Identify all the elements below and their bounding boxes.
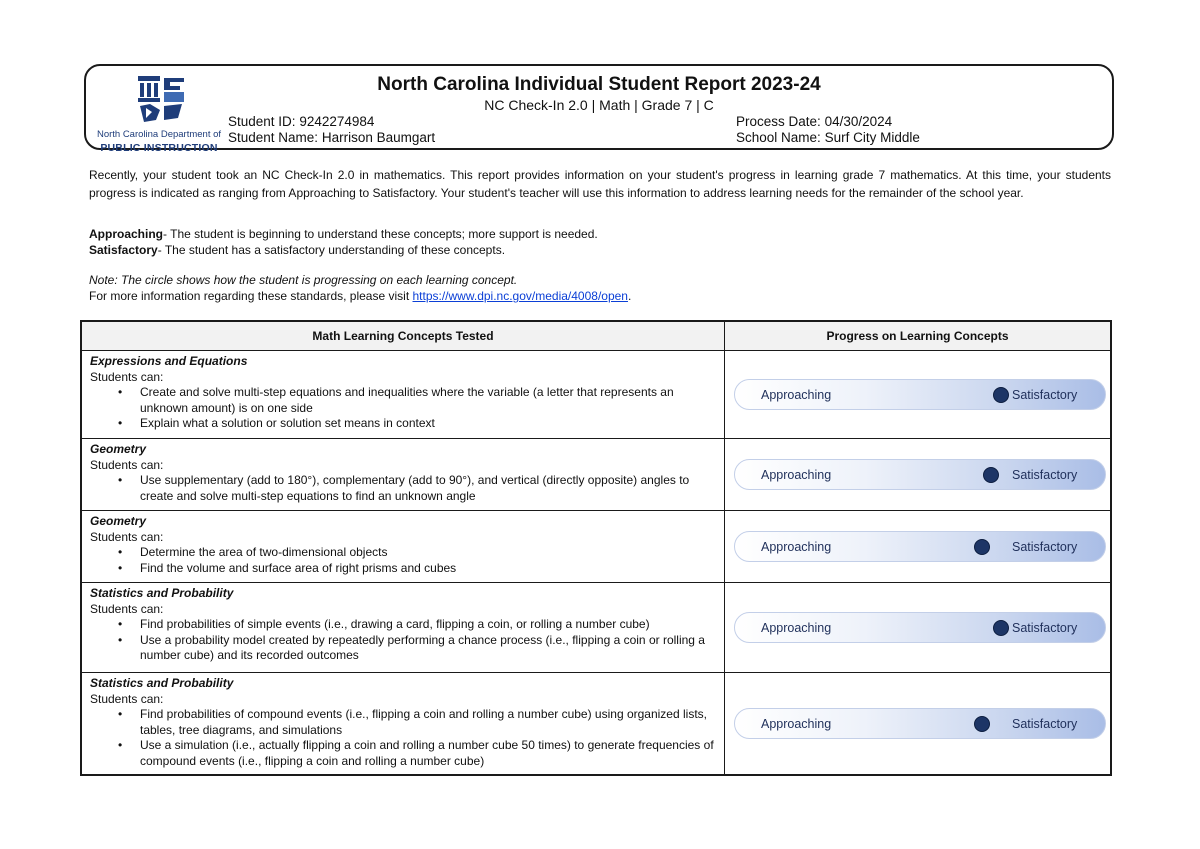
progress-cell <box>725 439 1112 511</box>
satisfactory-term: Satisfactory <box>89 243 158 257</box>
students-can-label: Students can: <box>90 457 164 472</box>
school-name-value: Surf City Middle <box>824 130 920 145</box>
table-row <box>81 583 1111 673</box>
concept-bullet: • Explain what a solution or solution set means in context <box>90 416 716 432</box>
table-row <box>81 351 1111 439</box>
concept-title: Statistics and Probability <box>90 586 234 600</box>
scale-label-satisfactory: Satisfactory <box>1012 540 1078 554</box>
table-row <box>81 673 1111 775</box>
scale-label-approaching: Approaching <box>761 540 832 554</box>
process-date-label: Process Date: <box>736 114 821 129</box>
progress-cell <box>725 583 1112 673</box>
circle-note: Note: The circle shows how the student is progressing on each learning concept. <box>89 273 518 287</box>
col-header-concepts: Math Learning Concepts Tested <box>81 321 725 351</box>
concept-bullet-list <box>90 385 716 432</box>
progress-indicator-dot <box>974 539 990 555</box>
process-date-line <box>736 114 892 129</box>
concept-title: Geometry <box>90 442 147 456</box>
intro-paragraph: Recently, your student took an NC Check-In 2.0 in mathematics. This report provides information on your student's progress in learning grade 7 mathematics. At this time, your students progress is indicated as ranging from Approaching to Satisfactory. Your student's teacher will use this information to address learning needs for the remainder of the school year. <box>89 168 1111 200</box>
students-can-label: Students can: <box>90 691 164 706</box>
student-name-value: Harrison Baumgart <box>321 130 436 145</box>
students-can-label: Students can: <box>90 369 164 384</box>
student-id-line <box>228 114 374 129</box>
concept-bullet: • Determine the area of two-dimensional objects <box>90 545 716 561</box>
more-info-line <box>89 288 631 304</box>
report-header <box>84 64 1114 154</box>
report-title: North Carolina Individual Student Report 2023-24 <box>377 74 821 95</box>
progress-scale-bar <box>734 708 1106 739</box>
progress-cell <box>725 511 1112 583</box>
table-body <box>81 351 1111 775</box>
learning-concepts-table <box>80 320 1112 776</box>
students-can-label: Students can: <box>90 601 164 616</box>
concept-title: Geometry <box>90 514 147 528</box>
table-row <box>81 511 1111 583</box>
concept-bullet-list <box>90 473 716 504</box>
process-date-value: 04/30/2024 <box>824 114 893 129</box>
col-header-progress: Progress on Learning Concepts <box>725 321 1112 351</box>
progress-indicator-dot <box>974 716 990 732</box>
student-id-value: 9242274984 <box>299 114 375 129</box>
concept-bullet: • Find probabilities of compound events (i.e., flipping a coin and rolling a number cube) using organized lists, tables, tree diagrams, and simulations <box>90 707 716 738</box>
concept-title: Expressions and Equations <box>90 354 248 368</box>
approaching-term: Approaching <box>89 227 163 241</box>
concept-cell <box>81 351 725 439</box>
scale-label-satisfactory: Satisfactory <box>1012 388 1078 402</box>
logo-public-instruction-text: PUBLIC INSTRUCTION <box>100 142 218 154</box>
concept-bullet-list <box>90 707 716 769</box>
approaching-text: - The student is beginning to understand these concepts; more support is needed. <box>163 227 598 241</box>
progress-scale-bar <box>734 531 1106 562</box>
concept-cell <box>81 673 725 775</box>
logo-org-text: North Carolina Department of <box>96 129 222 140</box>
student-id-label: Student ID: <box>228 114 296 129</box>
scale-label-approaching: Approaching <box>761 468 832 482</box>
concept-bullet: • Find probabilities of simple events (i.e., drawing a card, flipping a coin, or rolling a number cube) <box>90 617 716 633</box>
scale-label-satisfactory: Satisfactory <box>1012 468 1078 482</box>
report-subtitle: NC Check-In 2.0 | Math | Grade 7 | C <box>484 97 714 113</box>
progress-scale-bar <box>734 612 1106 643</box>
satisfactory-text: - The student has a satisfactory understanding of these concepts. <box>157 243 506 257</box>
concept-bullet: • Use a simulation (i.e., actually flipping a coin and rolling a number cube 50 times) to generate frequencies of compound events (i.e., flipping a coin and rolling a number cube) <box>90 738 716 769</box>
concept-cell <box>81 583 725 673</box>
scale-label-approaching: Approaching <box>761 621 832 635</box>
concept-title: Statistics and Probability <box>90 676 234 690</box>
satisfactory-definition <box>89 242 505 258</box>
concept-bullet-list <box>90 545 716 576</box>
table-header-row <box>81 321 1111 351</box>
concept-bullet-list <box>90 617 716 664</box>
standards-link[interactable]: https://www.dpi.nc.gov/media/4008/open <box>412 289 628 303</box>
progress-scale-bar <box>734 379 1106 410</box>
school-name-label: School Name: <box>736 130 821 145</box>
table-row <box>81 439 1111 511</box>
progress-indicator-dot <box>983 467 999 483</box>
more-info-end: . <box>627 289 632 303</box>
concept-cell <box>81 439 725 511</box>
progress-indicator-dot <box>993 387 1009 403</box>
scale-label-approaching: Approaching <box>761 388 832 402</box>
concept-bullet: • Use supplementary (add to 180°), complementary (add to 90°), and vertical (directly opposite) angles to create and solve multi-step equations to find an unknown angle <box>90 473 716 504</box>
scale-label-satisfactory: Satisfactory <box>1012 716 1078 731</box>
progress-cell <box>725 351 1112 439</box>
concept-bullet: • Use a probability model created by repeatedly performing a chance process (i.e., flipping a coin or rolling a number cube) and its recorded outcomes <box>90 633 716 664</box>
concept-bullet: • Find the volume and surface area of right prisms and cubes <box>90 561 716 577</box>
school-name-line <box>736 130 920 145</box>
scale-label-approaching: Approaching <box>761 716 832 731</box>
scale-label-satisfactory: Satisfactory <box>1012 621 1078 635</box>
students-can-label: Students can: <box>90 529 164 544</box>
student-name-label: Student Name: <box>228 130 319 145</box>
more-info-text: For more information regarding these standards, please visit <box>89 289 413 303</box>
student-name-line <box>228 130 435 145</box>
progress-indicator-dot <box>993 620 1009 636</box>
approaching-definition <box>89 226 598 242</box>
progress-cell <box>725 673 1112 775</box>
progress-scale-bar <box>734 459 1106 490</box>
concept-cell <box>81 511 725 583</box>
concept-bullet: • Create and solve multi-step equations and inequalities where the variable (a letter that represents an unknown amount) is on one side <box>90 385 716 416</box>
